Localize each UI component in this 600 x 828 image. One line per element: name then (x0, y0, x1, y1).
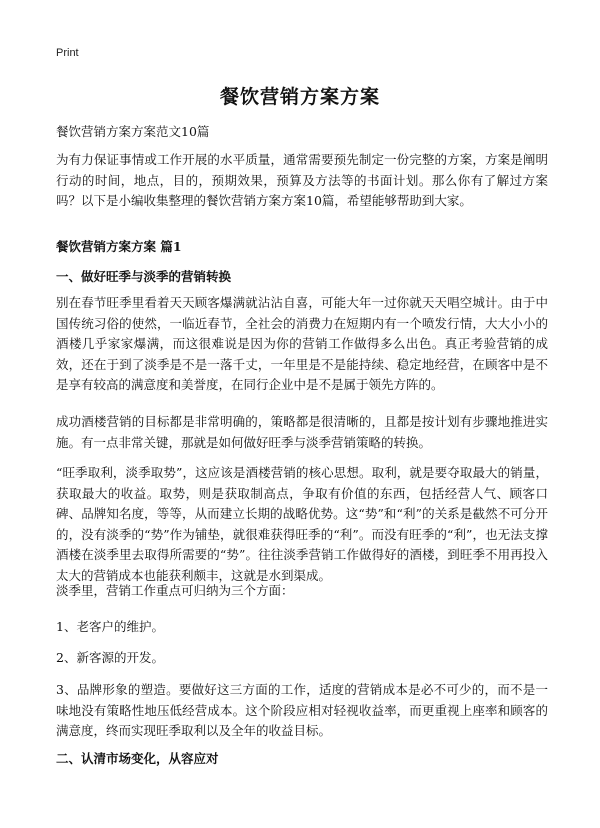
intro-paragraph: 为有力保证事情或工作开展的水平质量，通常需要预先制定一份完整的方案，方案是阐明行动的时间，地点，目的，预期效果，预算及方法等的书面计划。那么你有了解过方案吗？以下是小编收集整理的餐饮营销方案方案10篇，希望能够帮助到大家。 (56, 152, 548, 208)
list-item-3: 3、品牌形象的塑造。要做好这三方面的工作，适度的营销成本是必不可少的，而不是一味地没有策略性地压低经营成本。这个阶段应相对轻视收益率，而更重视上座率和顾客的满意度，终而实现旺季取利以及全年的收益目标。 (56, 682, 548, 738)
section-heading-2: 二、认清市场变化，从容应对 (56, 751, 219, 766)
print-link[interactable]: Print (56, 47, 79, 59)
paragraph-4: 淡季里，营销工作重点可归纳为三个方面： (56, 583, 294, 598)
paragraph-2: 成功酒楼营销的目标都是非常明确的，策略都是很清晰的，且都是按计划有步骤地推进实施。有一点非常关键，那就是如何做好旺季与淡季营销策略的转换。 (56, 414, 548, 450)
list-item-1: 1、老客户的维护。 (56, 619, 164, 634)
paragraph-3: “旺季取利，淡季取势”，这应该是酒楼营销的核心思想。取利，就是要夺取最大的销量，获取最大的收益。取势，则是获取制高点，争取有价值的东西，包括经营人气、顾客口碑、品牌知名度，等等，从而建立长期的战略优势。这“势”和“利”的关系是截然不可分开的，没有淡季的“势”作为铺垫，就很难获得旺季的“利”。而没有旺季的“利”，也无法支撑酒楼在淡季里去取得所需要的“势”。往往淡季营销工作做得好的酒楼，到旺季不用再投入太大的营销成本也能获利颇丰，这就是水到渠成。 (56, 465, 548, 583)
section-heading-1: 一、做好旺季与淡季的营销转换 (56, 269, 232, 284)
paragraph-1: 别在春节旺季里看着天天顾客爆满就沾沾自喜，可能大年一过你就天天唱空城计。由于中国传统习俗的使然，一临近春节，全社会的消费力在短期内有一个喷发行情，大大小小的酒楼几乎家家爆满，而这很难说是因为你的营销工作做得多么出色。真正考验营销的成效，还在于到了淡季是不是一落千丈，一年里是不是能持续、稳定地经营，在顾客中是不是享有较高的满意度和美誉度，在同行企业中是不是属于领先方阵的。 (56, 295, 548, 392)
list-item-2: 2、新客源的开发。 (56, 650, 164, 665)
document-subtitle: 餐饮营销方案方案范文10篇 (56, 124, 210, 139)
page-title: 餐饮营销方案方案 (219, 86, 380, 108)
section-title: 餐饮营销方案方案 篇1 (56, 239, 182, 254)
